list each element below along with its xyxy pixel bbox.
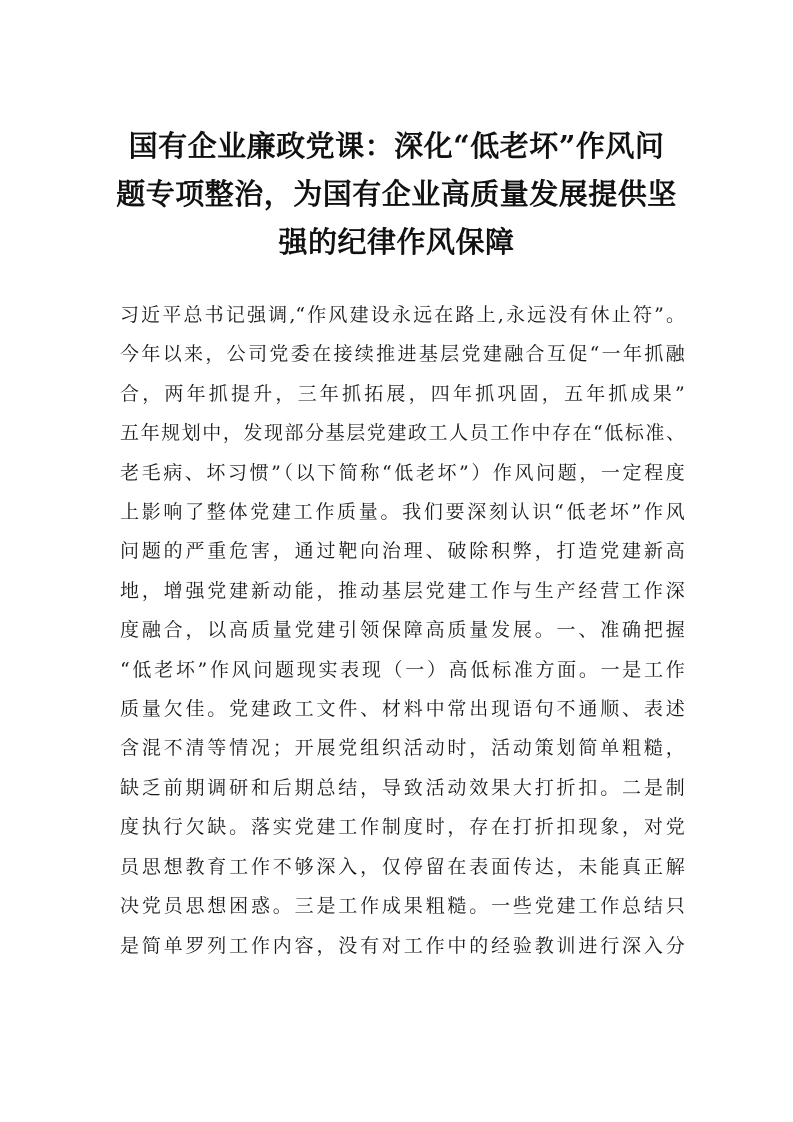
body-line: 今年以来，公司党委在接续推进基层党建融合互促“一年抓融 xyxy=(120,343,685,366)
title-line: 题专项整治，为国有企业高质量发展提供坚 xyxy=(116,177,677,211)
document-body xyxy=(120,296,685,966)
body-line: 质量欠佳。党建政工文件、材料中常出现语句不通顺、表述 xyxy=(120,698,685,721)
title-line: 强的纪律作风保障 xyxy=(278,225,515,259)
body-line: 问题的严重危害，通过靶向治理、破除积弊，打造党建新高 xyxy=(120,540,685,563)
body-line: 员思想教育工作不够深入，仅停留在表面传达，未能真正解 xyxy=(120,855,685,878)
document-title xyxy=(110,122,683,266)
title-line: 国有企业廉政党课：深化“低老坏”作风问 xyxy=(128,129,665,163)
body-line: 合，两年抓提升，三年抓拓展，四年抓巩固，五年抓成果” xyxy=(120,382,685,405)
body-line: “低老坏”作风问题现实表现（一）高低标准方面。一是工作 xyxy=(120,658,685,681)
body-line: 决党员思想困惑。三是工作成果粗糙。一些党建工作总结只 xyxy=(120,895,685,918)
body-line: 习近平总书记强调,“作风建设永远在路上,永远没有休止符”。 xyxy=(120,304,685,326)
body-line: 五年规划中，发现部分基层党建政工人员工作中存在“低标准、 xyxy=(120,422,685,445)
body-line: 地，增强党建新动能，推动基层党建工作与生产经营工作深 xyxy=(120,579,685,602)
body-line: 度执行欠缺。落实党建工作制度时，存在打折扣现象，对党 xyxy=(120,816,685,839)
body-line: 含混不清等情况；开展党组织活动时，活动策划简单粗糙， xyxy=(120,737,685,760)
body-line: 度融合，以高质量党建引领保障高质量发展。一、准确把握 xyxy=(120,619,685,642)
body-line: 上影响了整体党建工作质量。我们要深刻认识“低老坏”作风 xyxy=(120,501,685,524)
body-line: 老毛病、坏习惯”（以下简称“低老坏”）作风问题，一定程度 xyxy=(120,461,685,484)
body-line: 是简单罗列工作内容，没有对工作中的经验教训进行深入分 xyxy=(120,934,685,957)
body-line: 缺乏前期调研和后期总结，导致活动效果大打折扣。二是制 xyxy=(120,776,685,799)
